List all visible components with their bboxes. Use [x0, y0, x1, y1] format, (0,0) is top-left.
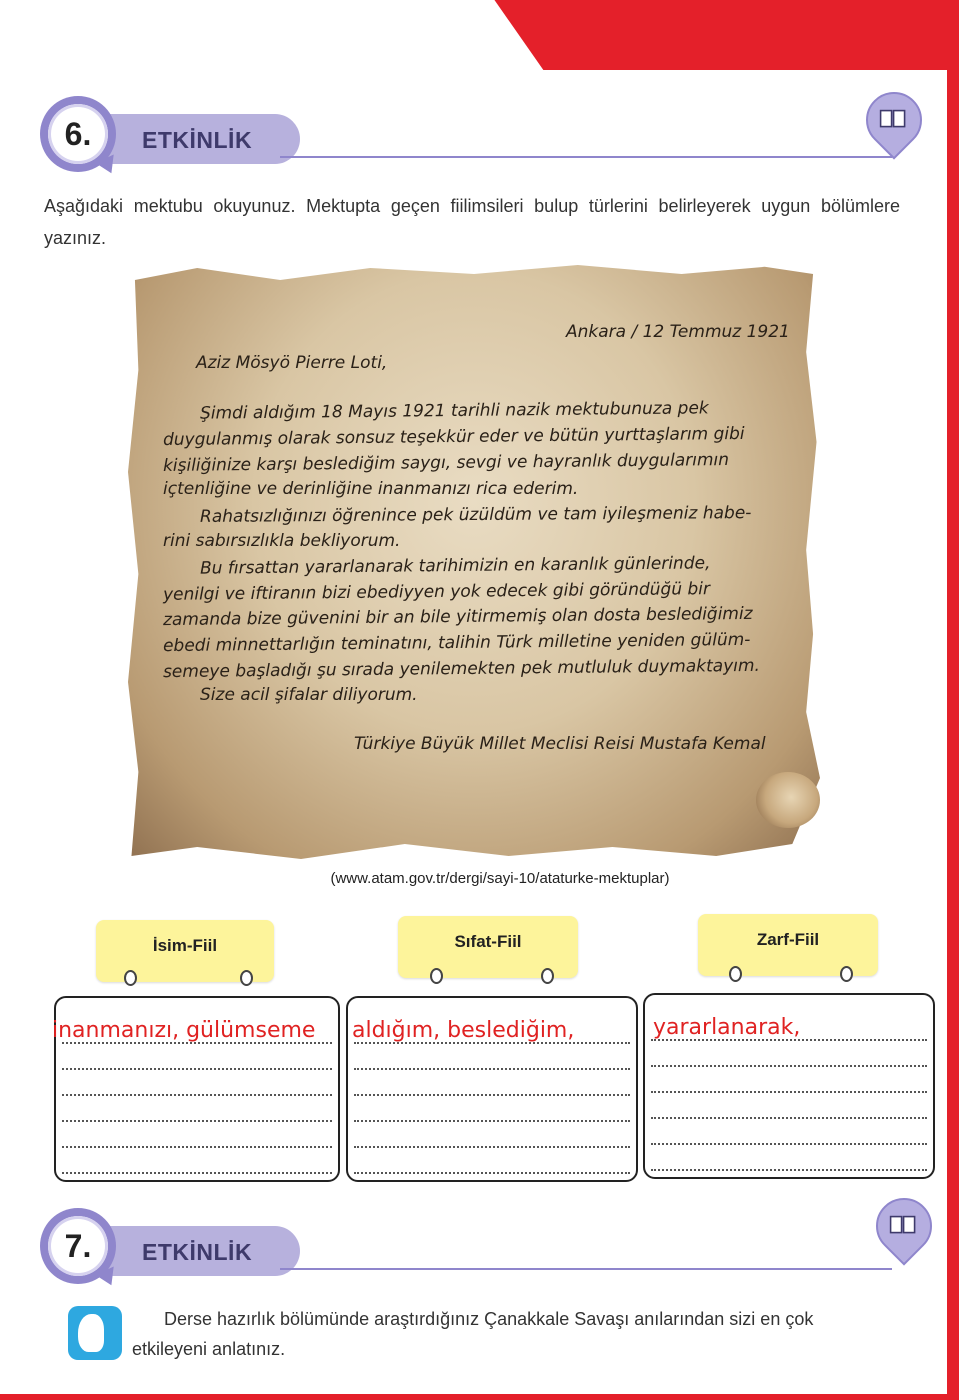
binder-ring	[541, 968, 554, 984]
letter-line: Size acil şifalar diliyorum.	[200, 685, 418, 705]
top-red-banner	[470, 0, 959, 70]
activity-7-number: 7.	[48, 1216, 108, 1276]
isim-fiil-answer: inanmanızı, gülümseme	[52, 1018, 316, 1043]
letter-line: duygulanmış olarak sonsuz teşekkür eder ve bütün yurttaşlarım gibi	[162, 423, 745, 451]
activity-6-number-badge	[40, 96, 116, 172]
zarf-fiil-answer-box[interactable]	[643, 993, 935, 1179]
letter-signature: Türkiye Büyük Millet Meclisi Reisi Mustafa Kemal	[354, 734, 766, 754]
parchment-curl	[756, 772, 820, 828]
dotted-answer-line	[651, 1065, 927, 1067]
dotted-answer-line	[354, 1094, 630, 1096]
letter-line: yenilgi ve iftiranın bizi ebediyyen yok edecek gibi göründüğü bir	[162, 579, 711, 605]
dotted-answer-line	[62, 1146, 332, 1148]
dotted-answer-line	[354, 1172, 630, 1174]
binder-ring	[240, 970, 253, 986]
dotted-answer-line	[354, 1146, 630, 1148]
activity-6-number: 6.	[48, 104, 108, 164]
letter-line: ebedi minnettarlığın teminatını, talihin Türk milletine yeniden gülüm-	[162, 629, 751, 657]
dotted-answer-line	[651, 1169, 927, 1171]
letter-place-date: Ankara / 12 Temmuz 1921	[566, 322, 790, 342]
letter-line: zamanda bize güvenini bir an bile yitirmemiş olan dosta beslediğimiz	[162, 603, 753, 631]
activity-7-header	[40, 1208, 900, 1298]
zarf-fiil-tag	[698, 914, 878, 976]
activity-6-label: ETKİNLİK	[142, 127, 253, 153]
activity-7-instruction-text: Derse hazırlık bölümünde araştırdığınız Çanakkale Savaşı anılarından sizi en çok etkileyeni anlatınız.	[132, 1309, 814, 1359]
letter-line: Rahatsızlığınızı öğrenince pek üzüldüm ve tam iyileşmeniz habe-	[199, 503, 752, 527]
sifat-fiil-answer-box[interactable]	[346, 996, 638, 1182]
binder-ring	[729, 966, 742, 982]
activity-6-instruction: Aşağıdaki mektubu okuyunuz. Mektupta geçen fiilimsileri bulup türlerini belirleyerek uygun bölümlere yazınız.	[44, 196, 900, 248]
letter-line: kişiliğinize karşı beslediğim saygı, sevgi ve hayranlık duygularımın	[162, 450, 730, 476]
dotted-answer-line	[651, 1143, 927, 1145]
isim-fiil-answer-box[interactable]	[54, 996, 340, 1182]
dotted-answer-line	[62, 1068, 332, 1070]
speaking-head-icon	[68, 1306, 122, 1360]
letter-line: rini sabırsızlıkla bekliyorum.	[163, 531, 401, 551]
dotted-answer-line	[62, 1172, 332, 1174]
letter-greeting: Aziz Mösyö Pierre Loti,	[196, 353, 388, 373]
dotted-answer-line	[651, 1117, 927, 1119]
binder-ring	[840, 966, 853, 982]
letter-line: semeye başladığı şu sırada yenilemekten pek mutluluk duymaktayım.	[162, 655, 761, 683]
speaking-head-shape	[78, 1314, 104, 1352]
activity-7-label: ETKİNLİK	[142, 1239, 253, 1265]
dotted-answer-line	[354, 1068, 630, 1070]
zarf-fiil-title: Zarf-Fiil	[756, 930, 820, 949]
isim-fiil-title: İsim-Fiil	[152, 936, 218, 955]
dotted-answer-line	[354, 1120, 630, 1122]
activity-6-header	[40, 96, 900, 186]
sifat-fiil-answer: aldığım, beslediğim,	[352, 1018, 575, 1043]
activity-7-number-badge	[40, 1208, 116, 1284]
activity-7-underline	[280, 1268, 892, 1270]
book-glyph	[890, 1215, 916, 1235]
activity-7-instruction	[132, 1304, 892, 1364]
dotted-answer-line	[651, 1091, 927, 1093]
letter-line: Bu fırsattan yararlanarak tarihimizin en karanlık günlerinde,	[199, 553, 711, 579]
right-red-border	[947, 0, 959, 1400]
letter-line: içtenliğine ve derinliğine inanmanızı rica ederim.	[163, 479, 579, 499]
bottom-red-border	[0, 1394, 959, 1400]
letter-source: (www.atam.gov.tr/dergi/sayi-10/ataturke-mektuplar)	[330, 870, 670, 887]
binder-ring	[124, 970, 137, 986]
dotted-answer-line	[62, 1094, 332, 1096]
letter-line: Şimdi aldığım 18 Mayıs 1921 tarihli nazik mektubunuza pek	[199, 398, 709, 424]
zarf-fiil-answer: yararlanarak,	[653, 1015, 801, 1040]
activity-6-underline	[280, 156, 892, 158]
sifat-fiil-title: Sıfat-Fiil	[454, 932, 522, 951]
dotted-answer-line	[62, 1120, 332, 1122]
binder-ring	[430, 968, 443, 984]
book-glyph	[880, 109, 906, 129]
